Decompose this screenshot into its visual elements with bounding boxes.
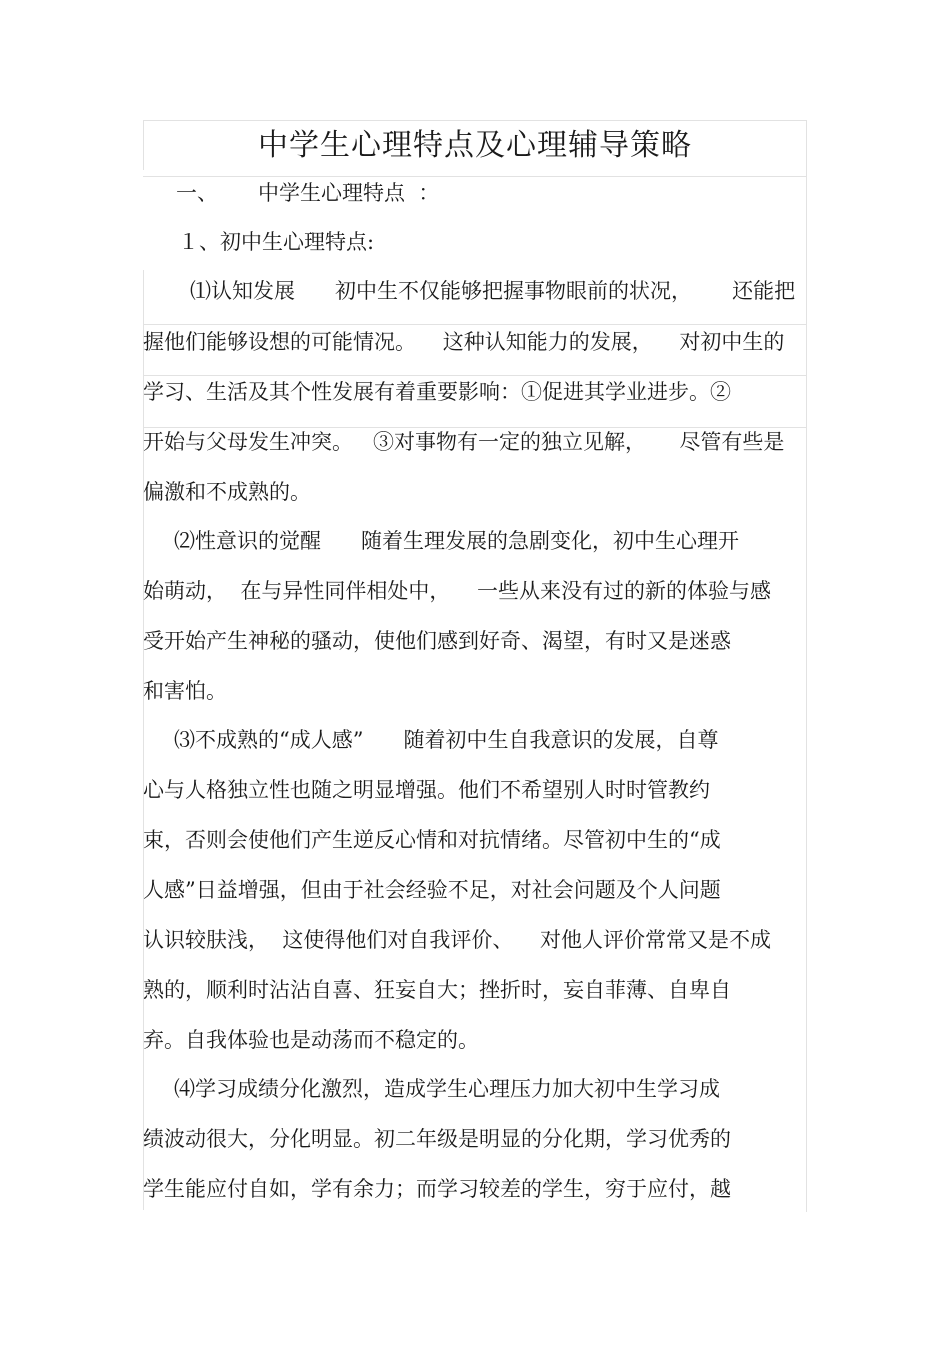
paragraph-line: 开始与父母发生冲突。 ③对事物有一定的独立见解， 尽管有些是 — [143, 430, 785, 454]
paragraph-line: ⑷学习成绩分化激烈，造成学生心理压力加大初中生学习成 — [174, 1077, 720, 1101]
paragraph-line: 束，否则会使他们产生逆反心情和对抗情绪。尽管初中生的“成 — [143, 828, 721, 852]
paragraph-line: 学习、生活及其个性发展有着重要影响：①促进其学业进步。② — [143, 380, 731, 404]
paragraph-line: 始萌动， 在与异性同伴相处中， 一些从来没有过的新的体验与感 — [143, 579, 772, 603]
subsection-heading: １、初中生心理特点: — [178, 230, 375, 254]
document-title: 中学生心理特点及心理辅导策略 — [258, 128, 692, 163]
paragraph-line: ⑴认知发展 初中生不仅能够把握事物眼前的状况， 还能把 — [190, 279, 796, 303]
frame-mid-line — [143, 324, 807, 325]
paragraph-line: 弃。自我体验也是动荡而不稳定的。 — [143, 1028, 479, 1052]
paragraph-line: 学生能应付自如，学有余力；而学习较差的学生，穷于应付，越 — [143, 1177, 731, 1201]
paragraph-line: 熟的，顺利时沾沾自喜、狂妄自大；挫折时，妄自菲薄、自卑自 — [143, 978, 731, 1002]
paragraph-line: 人感”日益增强，但由于社会经验不足，对社会问题及个人问题 — [143, 878, 721, 902]
paragraph-line: 绩波动很大，分化明显。初二年级是明显的分化期，学习优秀的 — [143, 1127, 731, 1151]
paragraph-line: 和害怕。 — [143, 679, 227, 703]
paragraph-line: 受开始产生神秘的骚动，使他们感到好奇、渴望，有时又是迷惑 — [143, 629, 731, 653]
frame-mid-line — [143, 375, 807, 376]
frame-left-line — [143, 270, 144, 1210]
paragraph-line: ⑶不成熟的“成人感” 随着初中生自我意识的发展，自尊 — [174, 728, 719, 752]
frame-mid-line — [143, 176, 807, 177]
section-heading: 一、 中学生心理特点 ： — [176, 181, 440, 205]
frame-right-line — [806, 120, 807, 1212]
frame-top-line — [143, 120, 807, 121]
paragraph-line: ⑵性意识的觉醒 随着生理发展的急剧变化，初中生心理开 — [174, 529, 740, 553]
paragraph-line: 心与人格独立性也随之明显增强。他们不希望别人时时管教约 — [143, 778, 710, 802]
paragraph-line: 认识较肤浅， 这使得他们对自我评价、 对他人评价常常又是不成 — [143, 928, 772, 952]
paragraph-line: 偏激和不成熟的。 — [143, 480, 311, 504]
paragraph-line: 握他们能够设想的可能情况。 这种认知能力的发展， 对初中生的 — [143, 330, 785, 354]
